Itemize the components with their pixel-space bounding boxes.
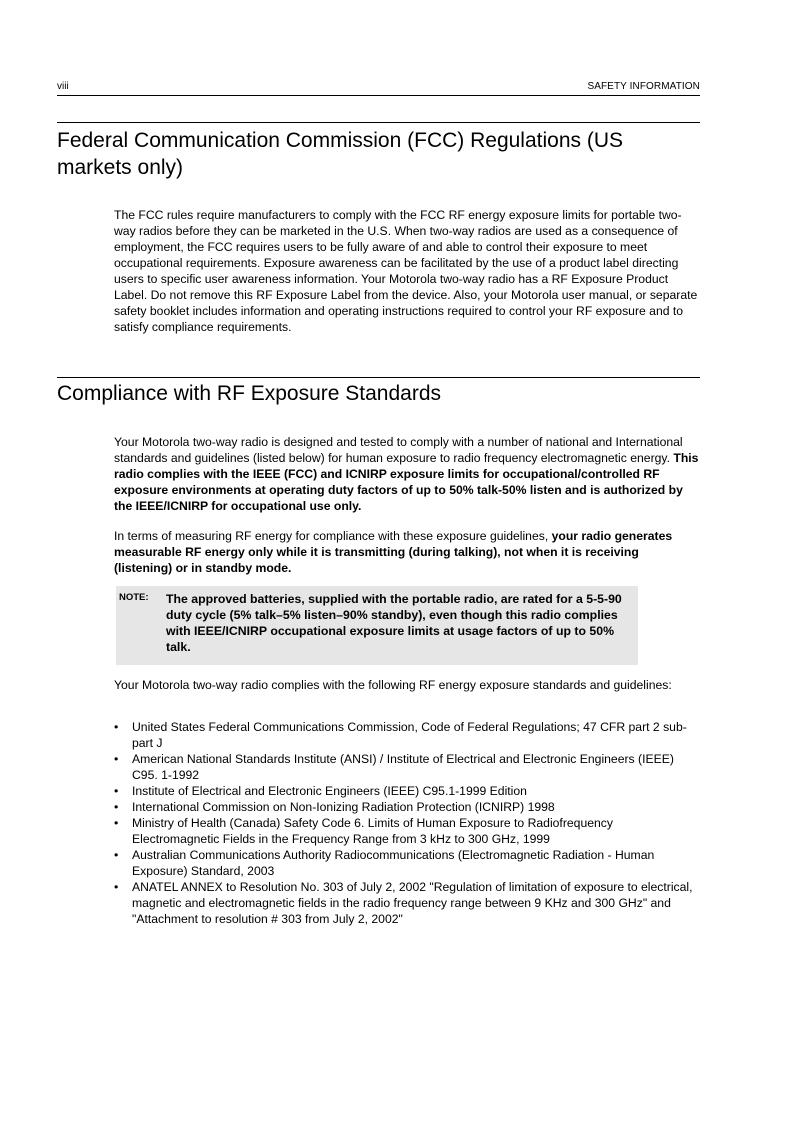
bullet-icon: •: [114, 848, 119, 862]
compliance-section-title: Compliance with RF Exposure Standards: [57, 382, 442, 405]
running-section-title: SAFETY INFORMATION: [587, 81, 700, 92]
list-item: [114, 751, 700, 783]
list-item: [114, 783, 700, 799]
bullet-icon: •: [114, 784, 119, 798]
paragraph-2-bold-text: your radio generates measurable RF energy only while it is transmitting (during talking), not when it is receiving (listening) or in standby mode.: [114, 529, 673, 575]
standard-text: Australian Communications Authority Radiocommunications (Electromagnetic Radiation - Human Exposure) Standard, 2003: [132, 848, 655, 878]
compliance-paragraph-3: [114, 677, 700, 693]
bullet-icon: •: [114, 752, 119, 766]
page-header: [57, 79, 700, 96]
bullet-icon: •: [114, 816, 119, 830]
compliance-paragraph-1: [114, 434, 700, 514]
fcc-paragraph: The FCC rules require manufacturers to comply with the FCC RF energy exposure limits for portable two-way radios before they can be marketed in the U.S. When two-way radios are used as a consequence of employment, the FCC requires users to be fully aware of and able to control their exposure to meet occupational requirements. Exposure awareness can be facilitated by the use of a product label directing users to specific user awareness information. Your Motorola two-way radio has a RF Exposure Product Label. Do not remove this RF Exposure Label from the device. Also, your Motorola user manual, or separate safety booklet includes information and operating instructions required to control your RF exposure and to satisfy compliance requirements.: [114, 208, 698, 334]
list-item: [114, 847, 700, 879]
note-text: The approved batteries, supplied with the portable radio, are rated for a 5-5-90 duty cycle (5% talk–5% listen–90% standby), even though this radio complies with IEEE/ICNIRP occupational exposure limits at usage factors of up to 50% talk.: [166, 592, 622, 654]
bullet-icon: •: [114, 720, 119, 734]
standard-text: Institute of Electrical and Electronic Engineers (IEEE) C95.1-1999 Edition: [132, 784, 527, 798]
bullet-icon: •: [114, 880, 119, 894]
paragraph-2-regular-text: In terms of measuring RF energy for compliance with these exposure guidelines,: [114, 529, 552, 543]
standard-text: International Commission on Non-Ionizing Radiation Protection (ICNIRP) 1998: [132, 800, 555, 814]
compliance-section-rule: [57, 377, 700, 378]
compliance-paragraph-2: [114, 528, 700, 576]
list-item: [114, 879, 700, 927]
standard-text: American National Standards Institute (ANSI) / Institute of Electrical and Electronic Engineers (IEEE) C95. 1-1992: [132, 752, 674, 782]
fcc-body: [114, 207, 700, 335]
list-item: [114, 815, 700, 847]
standards-list: [114, 719, 700, 927]
page-number: viii: [57, 81, 69, 92]
standard-text: ANATEL ANNEX to Resolution No. 303 of July 2, 2002 "Regulation of limitation of exposure to electrical, magnetic and electromagnetic fields in the radio frequency range between 9 KHz and 300 GHz" and "Attachment to resolution # 303 from July 2, 2002": [132, 880, 693, 926]
standards-intro: Your Motorola two-way radio complies with the following RF energy exposure standards and guidelines:: [114, 678, 672, 692]
fcc-section-rule: [57, 122, 700, 123]
list-item: [114, 799, 700, 815]
standard-text: Ministry of Health (Canada) Safety Code 6. Limits of Human Exposure to Radiofrequency Electromagnetic Fields in the Frequency Range from 3 kHz to 300 GHz, 1999: [132, 816, 613, 846]
paragraph-1-regular-text: Your Motorola two-way radio is designed and tested to comply with a number of national and International standards and guidelines (listed below) for human exposure to radio frequency electromagnetic energy.: [114, 435, 683, 465]
fcc-section-title: Federal Communication Commission (FCC) Regulations (US markets only): [57, 129, 624, 179]
list-item: [114, 719, 700, 751]
bullet-icon: •: [114, 800, 119, 814]
paragraph-1-bold-text: This radio complies with the IEEE (FCC) and ICNIRP exposure limits for occupational/controlled RF exposure environments at operating duty factors of up to 50% talk-50% listen and is authorized by the IEEE/ICNIRP for occupational use only.: [114, 451, 699, 513]
note-box: [116, 586, 638, 665]
standard-text: United States Federal Communications Commission, Code of Federal Regulations; 47 CFR part 2 sub-part J: [132, 720, 687, 750]
note-label: NOTE:: [119, 592, 149, 603]
